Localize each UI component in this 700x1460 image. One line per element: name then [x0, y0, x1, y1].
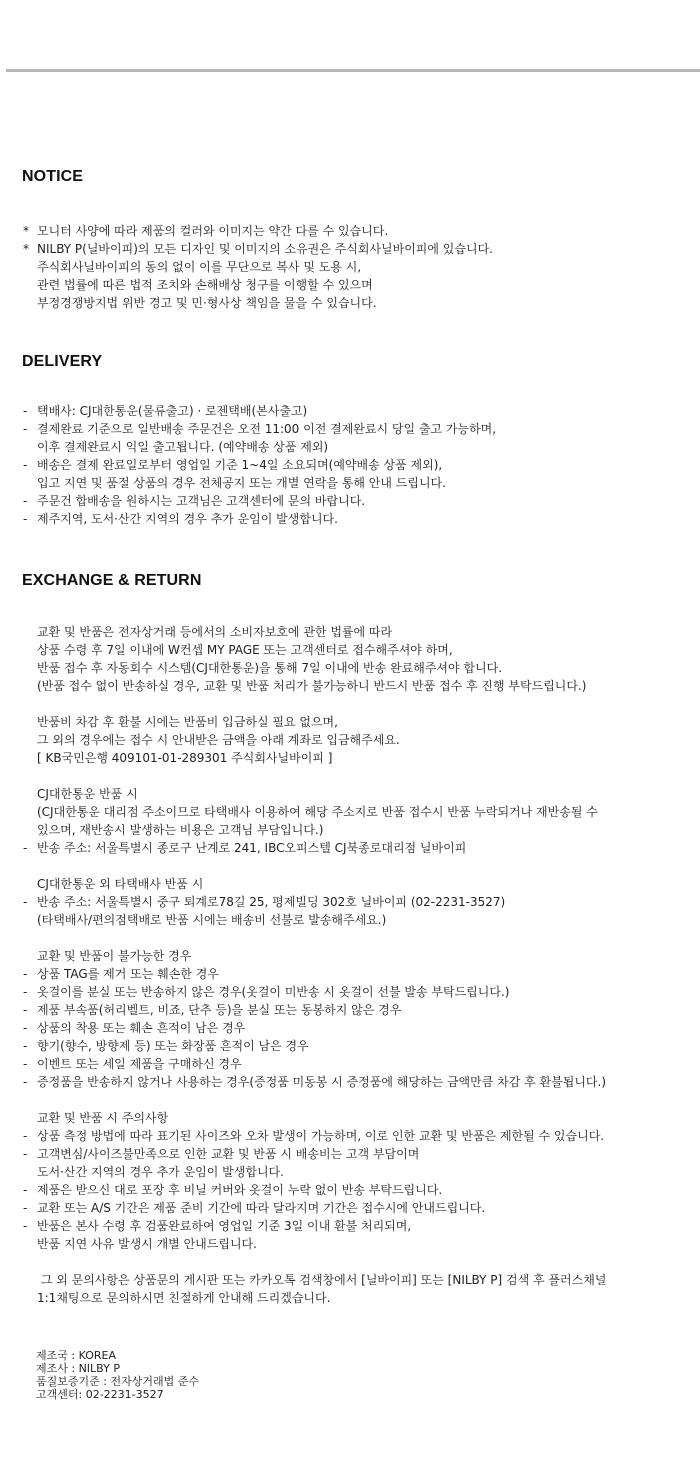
bullet-marker: - — [23, 1147, 28, 1161]
bullet-marker: - — [23, 967, 28, 981]
text-line — [23, 713, 606, 731]
text-line — [23, 1001, 606, 1019]
bullet-marker: - — [23, 1057, 28, 1071]
text-line — [23, 276, 493, 294]
top-divider — [6, 69, 700, 72]
bullet-marker: - — [23, 1219, 28, 1233]
line-text: 모니터 사양에 따라 제품의 컬러와 이미지는 약간 다를 수 있습니다. — [37, 224, 389, 238]
spacer — [23, 695, 606, 713]
text-line — [23, 222, 493, 240]
text-line — [23, 1163, 606, 1181]
line-text: 입고 지연 및 품절 상품의 경우 전체공지 또는 개별 연락을 통해 안내 드립니다. — [37, 476, 446, 490]
text-line — [23, 875, 606, 893]
product-info-footer — [36, 1349, 199, 1401]
footer-line: 제조국 : KOREA — [36, 1349, 116, 1362]
bullet-marker: - — [23, 1021, 28, 1035]
text-line — [23, 893, 606, 911]
text-line — [23, 641, 606, 659]
text-line — [23, 240, 493, 258]
spacer — [23, 857, 606, 875]
line-text: 그 외의 경우에는 접수 시 안내받은 금액을 아래 계좌로 입금해주세요. — [37, 733, 400, 747]
line-text: 교환 또는 A/S 기간은 제품 준비 기간에 따라 달라지며 기간은 접수시에 안내드립니다. — [37, 1201, 486, 1215]
line-text: 반송 주소: 서울특별시 중구 퇴계로78길 25, 평제빌딩 302호 닐바이피 (02-2231-3527) — [37, 895, 506, 909]
line-text: 배송은 결제 완료일로부터 영업일 기준 1~4일 소요되며(예약배송 상품 제외), — [37, 458, 443, 472]
text-line — [23, 1199, 606, 1217]
line-text: 관련 법률에 따른 법적 조치와 손해배상 청구를 이행할 수 있으며 — [37, 278, 373, 292]
line-text: 제주지역, 도서·산간 지역의 경우 추가 운임이 발생합니다. — [37, 512, 338, 526]
text-line — [23, 1019, 606, 1037]
line-text: 상품 측정 방법에 따라 표기된 사이즈와 오차 발생이 가능하며, 이로 인한 교환 및 반품은 제한될 수 있습니다. — [37, 1129, 605, 1143]
exchange-section — [23, 623, 606, 1307]
text-line — [23, 623, 606, 641]
line-text: (반품 접수 없이 반송하실 경우, 교환 및 반품 처리가 불가능하니 반드시 반품 접수 후 진행 부탁드립니다.) — [37, 679, 587, 693]
text-line — [23, 510, 496, 528]
line-text: 택배사: CJ대한통운(물류출고) · 로젠택배(본사출고) — [37, 404, 308, 418]
text-line — [23, 965, 606, 983]
text-line — [23, 947, 606, 965]
spacer — [23, 767, 606, 785]
line-text: 증정품을 반송하지 않거나 사용하는 경우(증정품 미동봉 시 증정품에 해당하는 금액만큼 차감 후 환불됩니다.) — [37, 1075, 607, 1089]
line-text: 제품 부속품(허리벨트, 비죠, 단추 등)을 분실 또는 동봉하지 않은 경우 — [37, 1003, 402, 1017]
line-text: CJ대한통운 반품 시 — [37, 787, 138, 801]
line-text: 반품은 본사 수령 후 검품완료하여 영업일 기준 3일 이내 환불 처리되며, — [37, 1219, 412, 1233]
line-text: 이후 결제완료시 익일 출고됩니다. (예약배송 상품 제외) — [37, 440, 329, 454]
text-line — [23, 785, 606, 803]
text-line — [23, 821, 606, 839]
line-text: 상품 TAG를 제거 또는 훼손한 경우 — [37, 967, 219, 981]
bullet-marker: * — [23, 224, 29, 238]
text-line — [23, 1127, 606, 1145]
text-line — [23, 1235, 606, 1253]
bullet-marker: - — [23, 1003, 28, 1017]
text-line — [23, 1217, 606, 1235]
text-line — [23, 659, 606, 677]
footer-line: 제조사 : NILBY P — [36, 1362, 120, 1375]
bullet-marker: - — [23, 1201, 28, 1215]
line-text: [ KB국민은행 409101-01-289301 주식회사닐바이피 ] — [37, 751, 333, 765]
line-text: 옷걸이를 분실 또는 반송하지 않은 경우(옷걸이 미반송 시 옷걸이 선불 발송 부탁드립니다.) — [37, 985, 510, 999]
line-text: NILBY P(닐바이피)의 모든 디자인 및 이미지의 소유권은 주식회사닐바이피에 있습니다. — [37, 242, 493, 256]
line-text: 1:1채팅으로 문의하시면 친절하게 안내해 드리겠습니다. — [37, 1291, 331, 1305]
spacer — [23, 1091, 606, 1109]
bullet-marker: - — [23, 985, 28, 999]
text-line — [23, 677, 606, 695]
text-line — [23, 803, 606, 821]
text-line — [23, 438, 496, 456]
spacer — [23, 1253, 606, 1271]
line-text: (CJ대한통운 대리점 주소이므로 타택배사 이용하여 해당 주소지로 반품 접수시 반품 누락되거나 재반송될 수 — [37, 805, 598, 819]
bullet-marker: - — [23, 512, 28, 526]
exchange-heading: EXCHANGE & RETURN — [22, 572, 202, 589]
text-line — [23, 1271, 606, 1289]
line-text: 반품 지연 사유 발생시 개별 안내드립니다. — [37, 1237, 257, 1251]
text-line — [23, 420, 496, 438]
bullet-marker: - — [23, 404, 28, 418]
line-text: 제품은 받으신 대로 포장 후 비닐 커버와 옷걸이 누락 없이 반송 부탁드립니다. — [37, 1183, 443, 1197]
bullet-marker: - — [23, 422, 28, 436]
line-text: 교환 및 반품이 불가능한 경우 — [37, 949, 192, 963]
bullet-marker: - — [23, 841, 28, 855]
text-line — [23, 731, 606, 749]
notice-section — [23, 222, 493, 312]
line-text: 주식회사닐바이피의 동의 없이 이를 무단으로 복사 및 도용 시, — [37, 260, 362, 274]
text-line — [23, 492, 496, 510]
bullet-marker: - — [23, 1039, 28, 1053]
bullet-marker: - — [23, 1183, 28, 1197]
line-text: 상품 수령 후 7일 이내에 W컨셉 MY PAGE 또는 고객센터로 접수해주셔야 하며, — [37, 643, 453, 657]
text-line — [23, 911, 606, 929]
text-line — [23, 839, 606, 857]
footer-line: 품질보증기준 : 전자상거래법 준수 — [36, 1375, 199, 1388]
text-line — [23, 1289, 606, 1307]
bullet-marker: - — [23, 458, 28, 472]
text-line — [23, 1181, 606, 1199]
bullet-marker: - — [23, 1075, 28, 1089]
footer-line: 고객센터: 02-2231-3527 — [36, 1388, 164, 1401]
delivery-section — [23, 402, 496, 528]
text-line — [23, 258, 493, 276]
line-text: 교환 및 반품은 전자상거래 등에서의 소비자보호에 관한 법률에 따라 — [37, 625, 393, 639]
text-line — [23, 456, 496, 474]
line-text: 반품비 차감 후 환불 시에는 반품비 입금하실 필요 없으며, — [37, 715, 338, 729]
text-line — [23, 1109, 606, 1127]
text-line — [23, 983, 606, 1001]
bullet-marker: - — [23, 494, 28, 508]
bullet-marker: - — [23, 895, 28, 909]
line-text: 이벤트 또는 세일 제품을 구매하신 경우 — [37, 1057, 242, 1071]
spacer — [23, 929, 606, 947]
line-text: 향기(향수, 방향제 등) 또는 화장품 흔적이 남은 경우 — [37, 1039, 309, 1053]
line-text: 부정경쟁방지법 위반 경고 및 민·형사상 책임을 물을 수 있습니다. — [37, 296, 377, 310]
line-text: 있으며, 재반송시 발생하는 비용은 고객님 부담입니다.) — [37, 823, 324, 837]
line-text: 도서·산간 지역의 경우 추가 운임이 발생합니다. — [37, 1165, 284, 1179]
text-line — [23, 294, 493, 312]
text-line — [23, 1073, 606, 1091]
notice-heading: NOTICE — [22, 168, 84, 185]
line-text: 결제완료 기준으로 일반배송 주문건은 오전 11:00 이전 결제완료시 당일 출고 가능하며, — [37, 422, 497, 436]
text-line — [23, 1037, 606, 1055]
text-line — [23, 402, 496, 420]
text-line — [23, 1055, 606, 1073]
line-text: 교환 및 반품 시 주의사항 — [37, 1111, 169, 1125]
text-line — [23, 474, 496, 492]
line-text: (타택배사/편의점택배로 반품 시에는 배송비 선불로 발송해주세요.) — [37, 913, 387, 927]
line-text: CJ대한통운 외 타택배사 반품 시 — [37, 877, 204, 891]
bullet-marker: - — [23, 1129, 28, 1143]
line-text: 상품의 착용 또는 훼손 흔적이 남은 경우 — [37, 1021, 246, 1035]
line-text: 고객변심/사이즈불만족으로 인한 교환 및 반품 시 배송비는 고객 부담이며 — [37, 1147, 420, 1161]
text-line — [23, 1145, 606, 1163]
line-text: 주문건 합배송을 원하시는 고객님은 고객센터에 문의 바랍니다. — [37, 494, 366, 508]
delivery-heading: DELIVERY — [22, 353, 103, 370]
line-text: 그 외 문의사항은 상품문의 게시판 또는 카카오톡 검색창에서 [닐바이피] 또는 [NILBY P] 검색 후 플러스채널 — [37, 1273, 607, 1287]
text-line — [23, 749, 606, 767]
line-text: 반품 접수 후 자동회수 시스템(CJ대한통운)을 통해 7일 이내에 반송 완료해주셔야 합니다. — [37, 661, 503, 675]
line-text: 반송 주소: 서울특별시 종로구 난계로 241, IBC오피스텔 CJ북종로대리점 닐바이피 — [37, 841, 467, 855]
bullet-marker: * — [23, 242, 29, 256]
